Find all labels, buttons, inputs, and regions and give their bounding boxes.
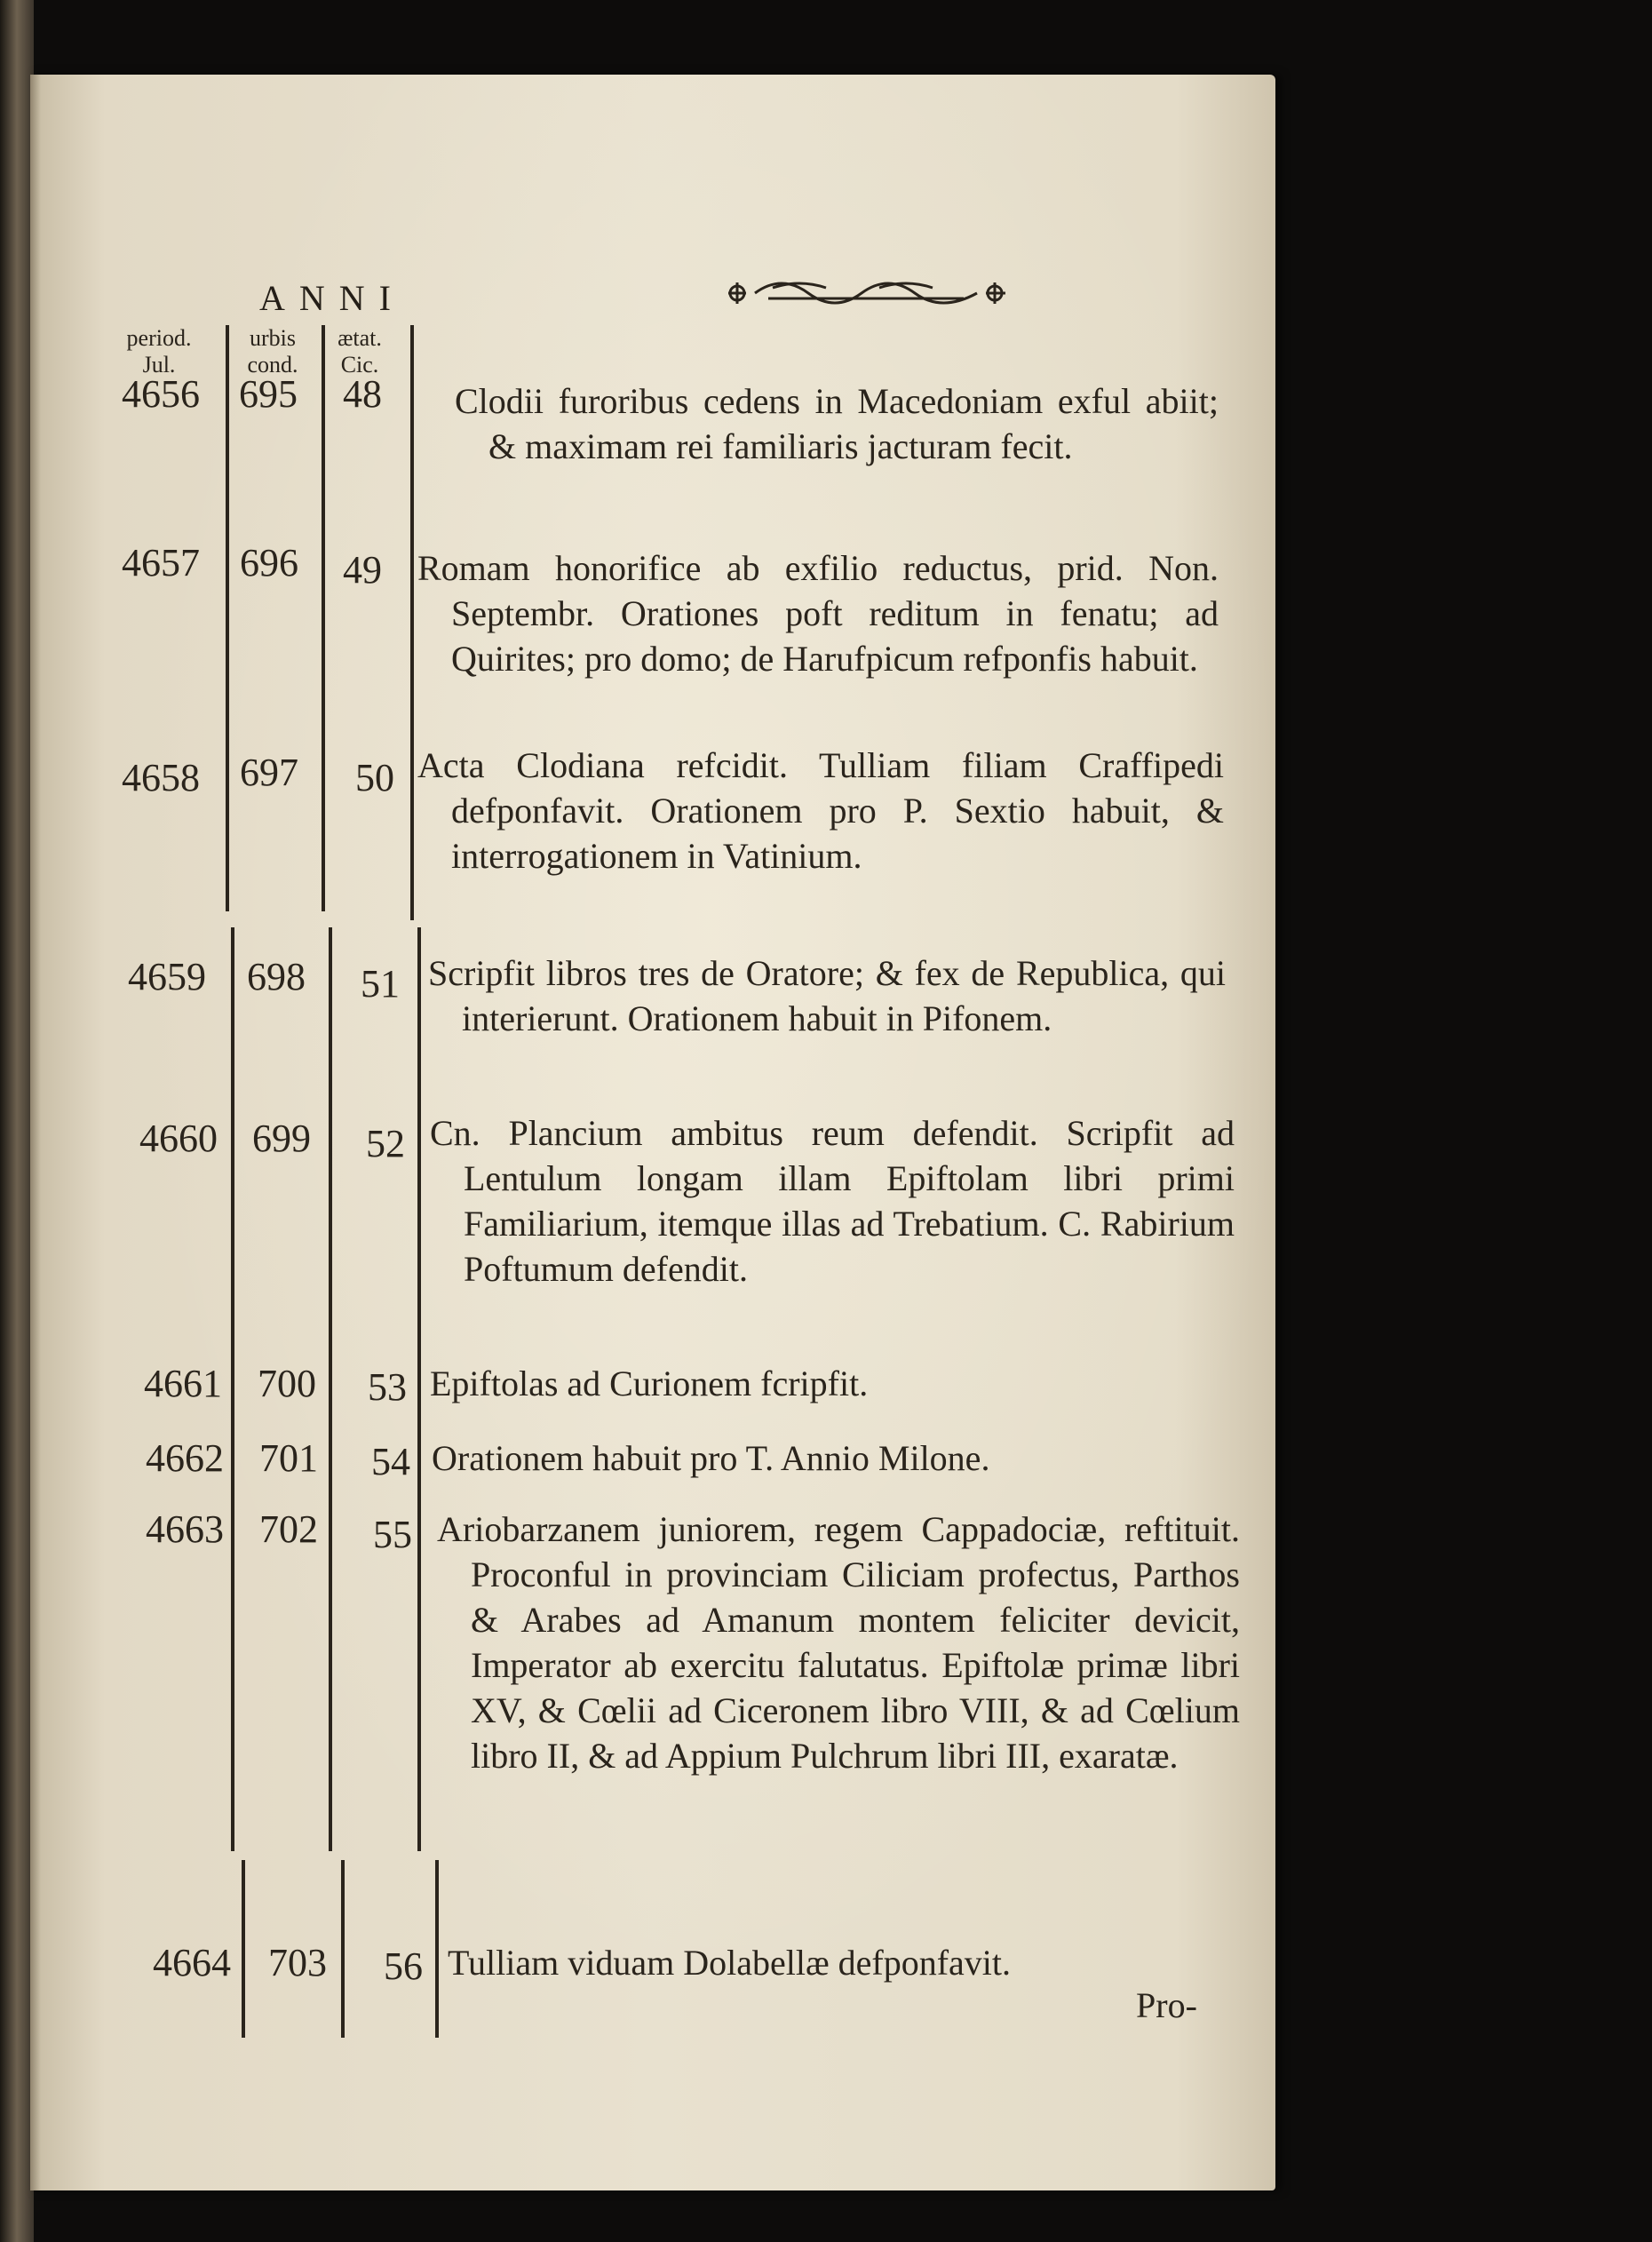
aetat-age: 53 [368,1365,407,1409]
urbis-year: 700 [258,1362,316,1405]
aetat-age: 56 [384,1944,423,1988]
period-year: 4664 [153,1941,231,1984]
entry-text: Epiftolas ad Curionem fcripfit. [430,1363,869,1403]
header-cic-label: Cic. [340,352,379,378]
entry-text: Orationem habuit pro T. Annio Milone. [432,1438,990,1478]
header-period-label: period. [126,325,192,351]
entry-text: Cn. Plancium ambitus reum defendit. Scripfit ad Lentulum longam illam Epiftolam libri primi Familiarium, itemque illas ad Trebatium. C. Rabirium Poftumum defendit. [430,1113,1235,1289]
aetat-age: 55 [373,1513,412,1556]
catchword: Pro- [1136,1985,1197,2025]
column-rule [231,927,234,1851]
period-year: 4656 [122,372,200,416]
header-urbis-label: urbis [250,325,296,351]
period-year: 4657 [122,541,200,584]
period-year: 4658 [122,756,200,799]
book-spine-edge [0,0,34,2242]
column-rule [242,1860,245,2038]
entry-text: Romam honorifice ab exfilio reductus, prid. Non. Septembr. Orationes poft reditum in fenatu; ad Quirites; pro domo; de Harufpicum refponfis habuit. [417,548,1219,679]
period-year: 4662 [146,1436,224,1480]
header-julian-label: Jul. [142,352,176,378]
header-aetat-label: ætat. [338,325,382,351]
column-rule [322,325,325,911]
aetat-age: 49 [343,548,382,592]
urbis-year: 697 [240,751,298,794]
aetat-age: 50 [355,756,394,799]
column-rule [435,1860,439,2038]
urbis-year: 698 [247,955,306,998]
entry-text: Tulliam viduam Dolabellæ defponfavit. [448,1943,1012,1983]
period-year: 4660 [139,1117,218,1160]
entry-text: Scripfit libros tres de Oratore; & fex de Republica, qui interierunt. Orationem habuit in Pifonem. [428,953,1226,1038]
header-urbis-cond [233,325,313,378]
column-rule [410,325,414,920]
page-gutter-shadow [30,75,41,2190]
aetat-age: 52 [366,1122,405,1165]
period-year: 4663 [146,1507,224,1551]
column-rule [417,927,421,1851]
period-year: 4659 [128,955,206,998]
urbis-year: 696 [240,541,298,584]
urbis-year: 703 [268,1941,327,1984]
header-period-julian [119,325,199,378]
header-anni: ANNI [259,278,405,318]
aetat-age: 48 [343,372,382,416]
urbis-year: 701 [259,1436,318,1480]
decorative-ornament-icon [719,266,1013,320]
urbis-year: 702 [259,1507,318,1551]
entry-text: Acta Clodiana refcidit. Tulliam filiam Craffipedi defponfavit. Orationem pro P. Sextio habuit, & interrogationem in Vatinium. [417,745,1224,876]
column-rule [329,927,332,1851]
aetat-age: 54 [371,1440,410,1483]
period-year: 4661 [144,1362,222,1405]
column-rule [226,325,229,911]
header-aetat-cic [320,325,400,378]
urbis-year: 695 [239,372,298,416]
entry-text: Ariobarzanem juniorem, regem Cappadociæ, reftituit. Proconful in provinciam Ciliciam profectus, Parthos & Arabes ad Amanum montem feliciter devicit, Imperator ab exercitu falutatus. Epiftolæ primæ libri XV, & Cœlii ad Ciceronem libro VIII, & ad Cœlium libro II, & ad Appium Pulchrum libri III, exaratæ. [437,1509,1240,1776]
urbis-year: 699 [252,1117,311,1160]
header-cond-label: cond. [247,352,298,378]
book-page [30,75,1275,2190]
aetat-age: 51 [361,962,400,1006]
entry-text: Clodii furoribus cedens in Macedoniam exful abiit; & maximam rei familiaris jacturam fecit. [455,381,1219,466]
column-rule [341,1860,345,2038]
